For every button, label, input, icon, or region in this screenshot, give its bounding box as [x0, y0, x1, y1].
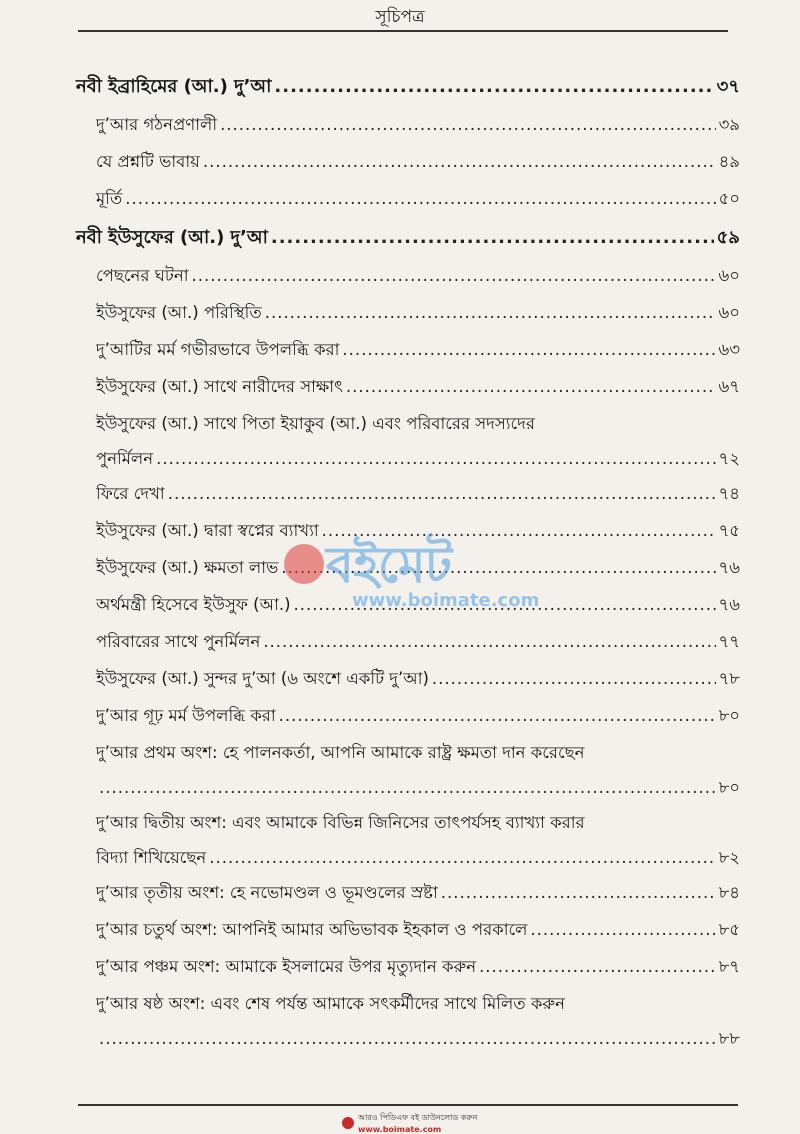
dot-leader [99, 1029, 716, 1048]
toc-entry-title-continued: বিদ্যা শিখিয়েছেন [96, 848, 207, 867]
toc-entry [76, 72, 740, 112]
dot-leader [274, 76, 713, 97]
toc-page-number: ৮৪ [718, 883, 740, 902]
dot-leader [530, 920, 715, 939]
toc-page-number: ৬০ [718, 266, 740, 285]
footer-note: আরও পিডিএফ বই ডাউনলোড করুন [358, 1113, 478, 1122]
toc-chapter-title: নবী ইব্রাহিমের (আ.) দু’আ [76, 76, 272, 97]
dot-leader [479, 957, 716, 976]
dot-leader [192, 266, 716, 285]
watermark [290, 528, 540, 618]
toc-page-number: ৭৮ [718, 669, 740, 688]
dot-leader [203, 152, 716, 171]
toc-entry [76, 810, 740, 880]
toc-entry-title: ফিরে দেখা [96, 484, 165, 503]
toc-page-number: ৮৭ [718, 957, 740, 976]
dot-leader [346, 377, 716, 396]
dot-leader [432, 669, 716, 688]
toc-entry [76, 337, 740, 374]
toc-page-number: ৮২ [718, 848, 740, 867]
toc-page-number: ৭৪ [718, 484, 740, 503]
toc-entry-title-continued: পুনর্মিলন [96, 449, 154, 468]
toc-entry [76, 917, 740, 954]
toc-entry-title: দু’আটির মর্ম গভীরভাবে উপলব্ধি করা [96, 340, 340, 359]
dot-leader [271, 227, 714, 248]
toc-entry [76, 223, 740, 263]
watermark-logo-icon [284, 544, 324, 584]
toc-entry [76, 666, 740, 703]
toc-entry [76, 186, 740, 223]
toc-entry-title: দু’আর গঠনপ্রণালী [96, 115, 218, 134]
toc-entry-title: ইউসুফের (আ.) পরিস্থিতি [96, 303, 262, 322]
toc-entry [76, 112, 740, 149]
toc-page-number: ৬০ [718, 303, 740, 322]
toc-entry-title: যে প্রশ্নটি ভাবায় [96, 152, 200, 171]
toc-page-number: ৭৬ [718, 595, 740, 614]
toc-entry [76, 263, 740, 300]
toc-entry [76, 300, 740, 337]
dot-leader [99, 778, 716, 797]
toc-entry-title: অর্থমন্ত্রী হিসেবে ইউসুফ (আ.) [96, 595, 291, 614]
toc-entry [76, 481, 740, 518]
toc-entry [76, 411, 740, 481]
toc-entry-title: পরিবারের সাথে পুনর্মিলন [96, 632, 261, 651]
toc-page-number: ৫০ [718, 189, 740, 208]
toc-page-number: ৩৯ [718, 115, 740, 134]
toc-entry [76, 740, 740, 810]
dot-leader [279, 706, 716, 725]
footer-url[interactable]: www.boimate.com [358, 1125, 442, 1134]
watermark-url: www.boimate.com [352, 590, 540, 611]
toc-page-number: ৮০ [718, 706, 740, 725]
toc-entry [76, 954, 740, 991]
dot-leader [263, 632, 715, 651]
toc-entry [76, 629, 740, 666]
toc-entry-title: ইউসুফের (আ.) সাথে পিতা ইয়াকুব (আ.) এবং পরিবারের সদস্যদের [96, 414, 535, 433]
toc-entry-title: ইউসুফের (আ.) সুন্দর দু’আ (৬ অংশে একটি দু’আ) [96, 669, 429, 688]
toc-entry-title: ইউসুফের (আ.) সাথে নারীদের সাক্ষাৎ [96, 377, 343, 396]
page-header: সূচিপত্র [375, 7, 425, 27]
toc-entry [76, 880, 740, 917]
dot-leader [342, 340, 715, 359]
footer-badge [342, 1112, 477, 1134]
toc-page-number: ৪৯ [718, 152, 740, 171]
toc-entry-title: দু’আর তৃতীয় অংশ: হে নভোমণ্ডল ও ভূমণ্ডলের স্রষ্টা [96, 883, 438, 902]
toc-entry-title: দু’আর ষষ্ঠ অংশ: এবং শেষ পর্যন্ত আমাকে সৎকর্মীদের সাথে মিলিত করুন [96, 994, 565, 1013]
dot-leader [441, 883, 716, 902]
toc-entry-title: দু’আর প্রথম অংশ: হে পালনকর্তা, আপনি আমাকে রাষ্ট্র ক্ষমতা দান করেছেন [96, 743, 585, 762]
toc-chapter-title: নবী ইউসুফের (আ.) দু’আ [76, 227, 268, 248]
toc-page-number: ৮৫ [718, 920, 740, 939]
toc-entry-title: ইউসুফের (আ.) দ্বারা স্বপ্নের ব্যাখ্যা [96, 521, 319, 540]
toc-page-number: ৭২ [718, 449, 740, 468]
toc-entry [76, 991, 740, 1061]
toc-page-number: ৮০ [718, 778, 740, 797]
toc-entry-title: পেছনের ঘটনা [96, 266, 189, 285]
dot-leader [209, 848, 715, 867]
dot-leader [265, 303, 716, 322]
toc-page-number: ৬৭ [718, 377, 740, 396]
footer-logo-icon [342, 1117, 354, 1129]
toc-entry-title: ইউসুফের (আ.) ক্ষমতা লাভ [96, 558, 279, 577]
toc-entry [76, 149, 740, 186]
toc-entry [76, 703, 740, 740]
toc-entry-title: দু’আর গূঢ় মর্ম উপলব্ধি করা [96, 706, 276, 725]
toc-page-number: ৫৯ [716, 227, 740, 248]
header-divider [78, 30, 728, 32]
toc-page-number: ৩৭ [716, 76, 740, 97]
toc-page-number: ৭৫ [718, 521, 740, 540]
toc-entry-title: মূর্তি [96, 189, 123, 208]
toc-entry-title: দু’আর দ্বিতীয় অংশ: এবং আমাকে বিভিন্ন জিনিসের তাৎপর্যসহ ব্যাখ্যা করার [96, 813, 585, 832]
toc-page-number: ৭৭ [718, 632, 740, 651]
toc-entry-title: দু’আর পঞ্চম অংশ: আমাকে ইসলামের উপর মৃত্যুদান করুন [96, 957, 477, 976]
dot-leader [220, 115, 716, 134]
footer-divider [78, 1104, 738, 1106]
dot-leader [125, 189, 715, 208]
toc-entry-title: দু’আর চতুর্থ অংশ: আপনিই আমার অভিভাবক ইহকাল ও পরকালে [96, 920, 528, 939]
watermark-logo: বইমেট [326, 536, 451, 594]
dot-leader [156, 449, 715, 468]
toc-page-number: ৭৬ [718, 558, 740, 577]
toc-page-number: ৮৮ [718, 1029, 740, 1048]
toc-entry [76, 374, 740, 411]
toc-page-number: ৬৩ [718, 340, 740, 359]
dot-leader [168, 484, 716, 503]
